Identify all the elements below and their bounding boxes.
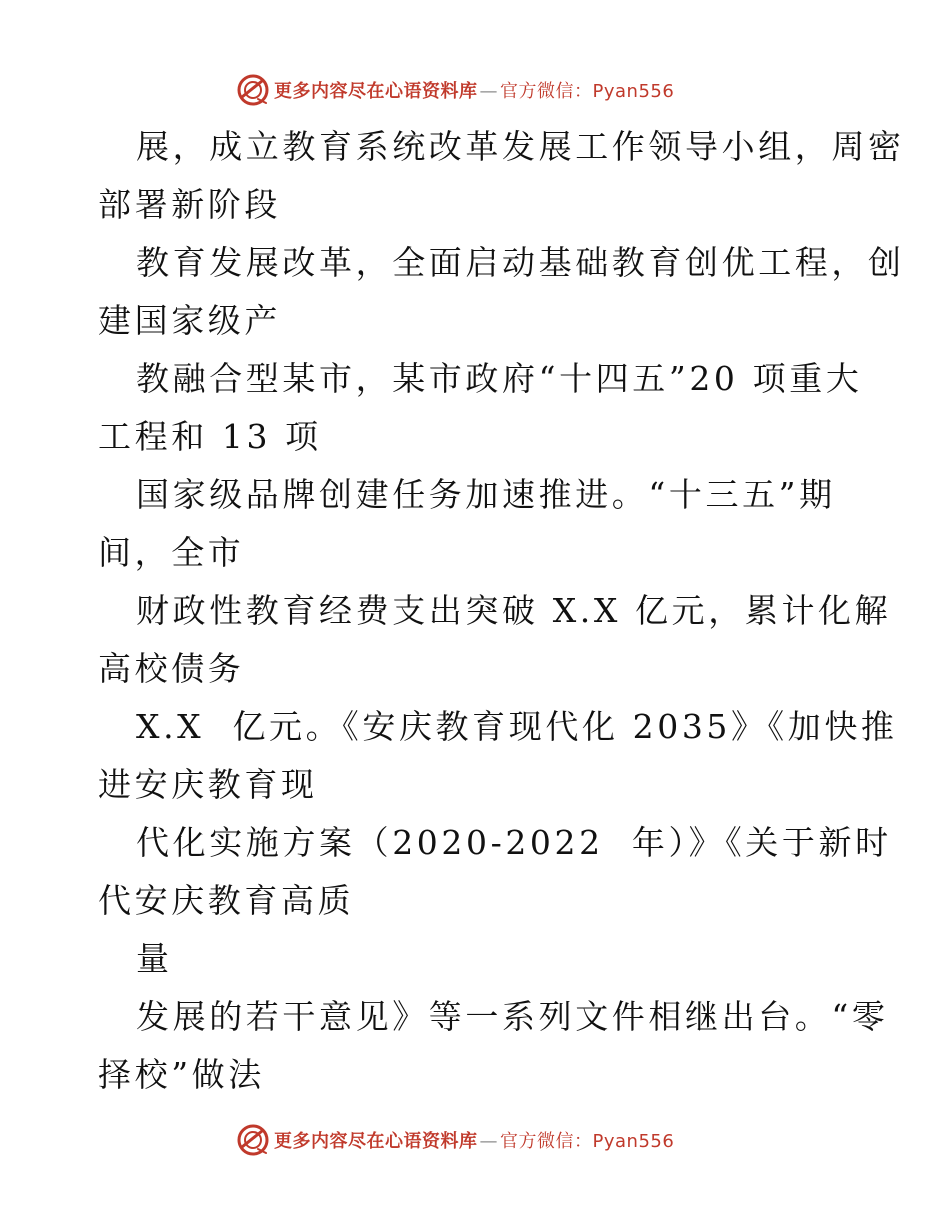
watermark-label: 官方微信： (500, 1131, 593, 1152)
body-line: 择校”做法 (98, 1055, 265, 1094)
watermark-wechat-id: Pyan556 (592, 1131, 675, 1152)
body-line: 建国家级产 (98, 301, 281, 340)
body-line: 展，成立教育系统改革发展工作领导小组，周密 (136, 127, 905, 166)
body-line: 教融合型某市，某市政府“十四五”20 项重大 (136, 359, 863, 398)
body-line: 部署新阶段 (98, 185, 281, 224)
body-line: 代安庆教育高质 (98, 881, 355, 920)
body-line: 高校债务 (98, 649, 245, 688)
watermark-label: 官方微信： (500, 81, 593, 102)
body-line: 间，全市 (98, 533, 245, 572)
body-line: 发展的若干意见》等一系列文件相继出台。“零 (136, 997, 889, 1036)
body-line: 量 (136, 939, 173, 978)
body-line: 财政性教育经费支出突破 X.X 亿元，累计化解 (136, 591, 892, 630)
watermark-brand: 更多内容尽在心语资料库 (274, 81, 478, 102)
header-watermark (236, 72, 674, 108)
watermark-separator: — (479, 1131, 498, 1152)
body-line: 进安庆教育现 (98, 765, 318, 804)
watermark-wechat-id: Pyan556 (592, 81, 675, 102)
seal-logo-icon (236, 73, 270, 107)
document-body (98, 118, 905, 1104)
body-line: 国家级品牌创建任务加速推进。“十三五”期 (136, 475, 836, 514)
body-line: X.X 亿元。《安庆教育现代化 2035》《加快推 (136, 707, 898, 746)
footer-watermark (236, 1122, 674, 1158)
seal-logo-icon (236, 1123, 270, 1157)
body-line: 工程和 13 项 (98, 417, 322, 456)
watermark-separator: — (479, 81, 498, 102)
body-line: 代化实施方案（2020-2022 年）》《关于新时 (136, 823, 892, 862)
watermark-brand: 更多内容尽在心语资料库 (274, 1131, 478, 1152)
body-line: 教育发展改革，全面启动基础教育创优工程，创 (136, 243, 905, 282)
